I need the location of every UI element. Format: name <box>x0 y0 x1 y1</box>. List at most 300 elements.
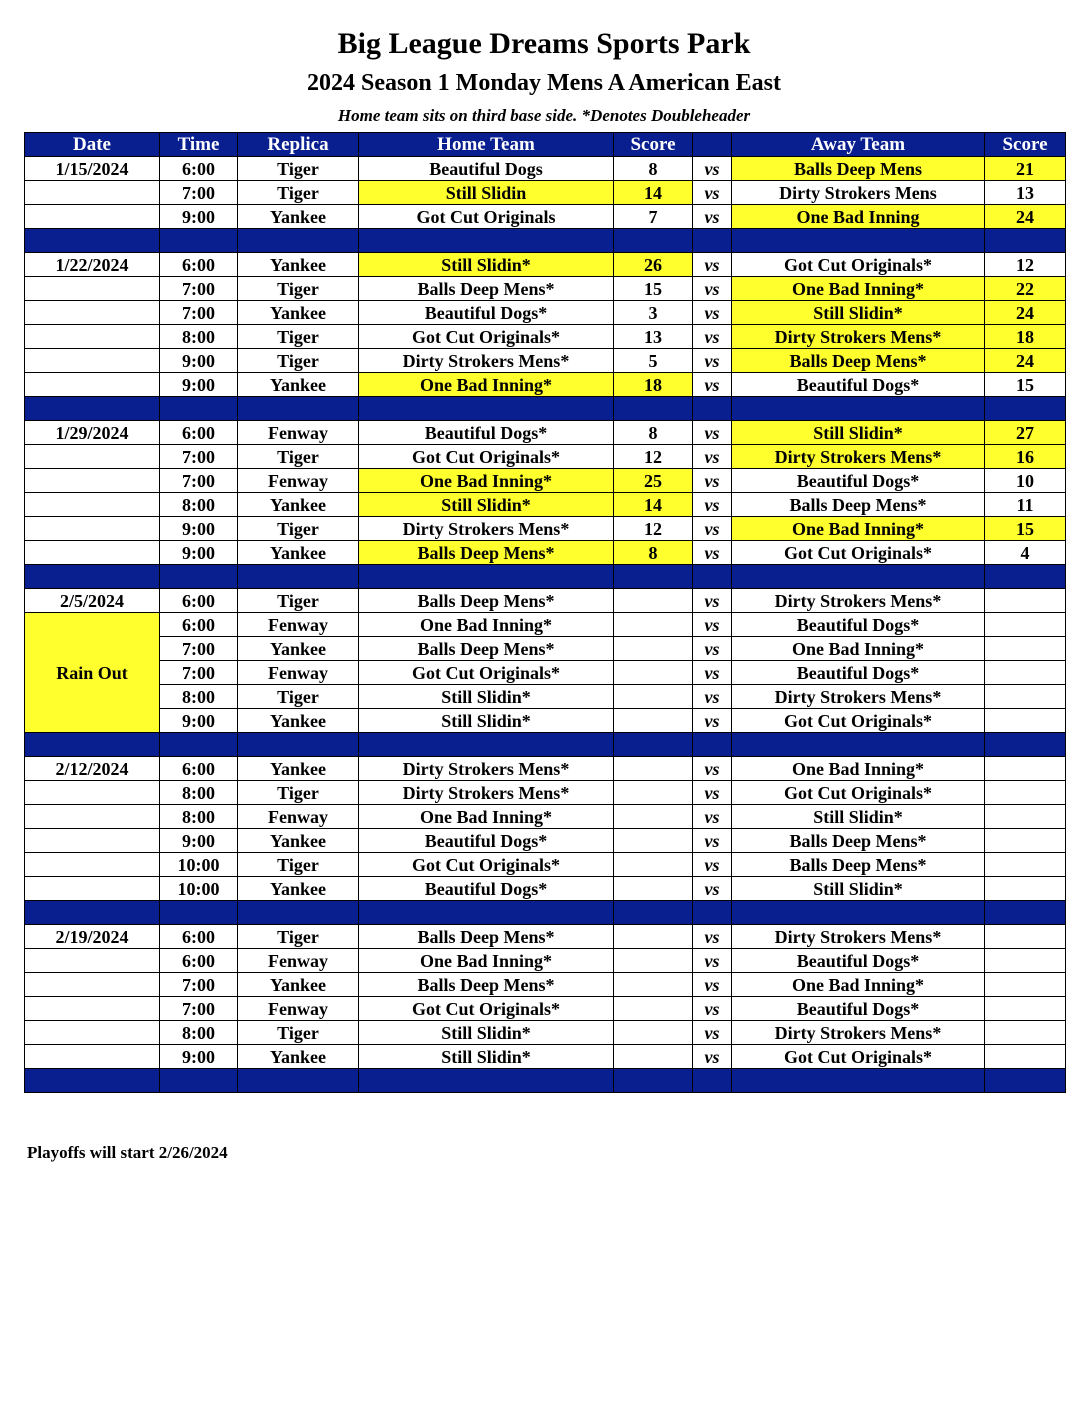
game-date: 1/22/2024 <box>25 253 160 277</box>
header-row <box>25 133 1066 157</box>
playoffs-note: Playoffs will start 2/26/2024 <box>27 1143 228 1162</box>
empty-date-cell <box>25 325 160 349</box>
away-score <box>985 949 1066 973</box>
game-row <box>25 661 1066 685</box>
replica-field: Fenway <box>238 421 359 445</box>
game-row <box>25 1045 1066 1069</box>
game-row <box>25 301 1066 325</box>
home-team: Dirty Strokers Mens* <box>359 781 614 805</box>
empty-date-cell <box>25 301 160 325</box>
game-row <box>25 1021 1066 1045</box>
away-team: Balls Deep Mens <box>732 157 985 181</box>
replica-field: Fenway <box>238 613 359 637</box>
away-team: Beautiful Dogs* <box>732 997 985 1021</box>
empty-date-cell <box>25 949 160 973</box>
empty-date-cell <box>25 877 160 901</box>
week-separator <box>25 565 1066 589</box>
away-team: Got Cut Originals* <box>732 253 985 277</box>
page-title: Big League Dreams Sports Park <box>337 27 751 60</box>
game-row <box>25 253 1066 277</box>
game-row <box>25 493 1066 517</box>
game-row <box>25 541 1066 565</box>
separator-cell <box>985 397 1066 421</box>
replica-field: Yankee <box>238 757 359 781</box>
replica-field: Fenway <box>238 949 359 973</box>
separator-cell <box>160 1069 238 1093</box>
game-time: 7:00 <box>160 661 238 685</box>
home-score <box>614 781 693 805</box>
away-team: Got Cut Originals* <box>732 781 985 805</box>
replica-field: Tiger <box>238 325 359 349</box>
week-separator <box>25 397 1066 421</box>
game-row <box>25 877 1066 901</box>
empty-date-cell <box>25 829 160 853</box>
game-row <box>25 805 1066 829</box>
away-team: Beautiful Dogs* <box>732 469 985 493</box>
home-team: Still Slidin* <box>359 1021 614 1045</box>
home-score <box>614 853 693 877</box>
home-team: Beautiful Dogs* <box>359 877 614 901</box>
home-score <box>614 805 693 829</box>
vs-label: vs <box>693 589 732 613</box>
separator-cell <box>25 397 160 421</box>
home-team: Beautiful Dogs* <box>359 421 614 445</box>
away-team: One Bad Inning <box>732 205 985 229</box>
away-team: Got Cut Originals* <box>732 541 985 565</box>
vs-label: vs <box>693 949 732 973</box>
vs-label: vs <box>693 661 732 685</box>
game-row <box>25 589 1066 613</box>
home-team: One Bad Inning* <box>359 805 614 829</box>
away-score: 12 <box>985 253 1066 277</box>
separator-cell <box>985 229 1066 253</box>
game-time: 6:00 <box>160 949 238 973</box>
away-score <box>985 637 1066 661</box>
game-date: 2/19/2024 <box>25 925 160 949</box>
home-score: 12 <box>614 445 693 469</box>
game-row <box>25 973 1066 997</box>
home-score <box>614 685 693 709</box>
separator-cell <box>732 1069 985 1093</box>
away-team: Beautiful Dogs* <box>732 661 985 685</box>
vs-label: vs <box>693 517 732 541</box>
vs-label: vs <box>693 301 732 325</box>
away-score: 10 <box>985 469 1066 493</box>
away-score <box>985 685 1066 709</box>
empty-date-cell <box>25 805 160 829</box>
schedule-note: Home team sits on third base side. *Denotes Doubleheader <box>337 106 751 125</box>
separator-cell <box>614 901 693 925</box>
col-date: Date <box>25 133 160 157</box>
away-score <box>985 757 1066 781</box>
separator-cell <box>693 733 732 757</box>
separator-cell <box>160 733 238 757</box>
away-score: 15 <box>985 373 1066 397</box>
game-time: 8:00 <box>160 781 238 805</box>
away-team: Still Slidin* <box>732 877 985 901</box>
replica-field: Tiger <box>238 517 359 541</box>
away-score <box>985 613 1066 637</box>
home-team: Balls Deep Mens* <box>359 925 614 949</box>
separator-cell <box>238 229 359 253</box>
empty-date-cell <box>25 997 160 1021</box>
vs-label: vs <box>693 181 732 205</box>
away-score <box>985 805 1066 829</box>
replica-field: Yankee <box>238 493 359 517</box>
col-replica: Replica <box>238 133 359 157</box>
game-time: 7:00 <box>160 469 238 493</box>
home-score <box>614 973 693 997</box>
separator-cell <box>985 901 1066 925</box>
vs-label: vs <box>693 709 732 733</box>
game-row <box>25 997 1066 1021</box>
separator-cell <box>985 1069 1066 1093</box>
separator-cell <box>359 901 614 925</box>
home-team: Still Slidin* <box>359 493 614 517</box>
home-score <box>614 637 693 661</box>
home-score: 12 <box>614 517 693 541</box>
game-date: 1/15/2024 <box>25 157 160 181</box>
replica-field: Fenway <box>238 469 359 493</box>
replica-field: Yankee <box>238 1045 359 1069</box>
away-team: Dirty Strokers Mens* <box>732 1021 985 1045</box>
away-score <box>985 1021 1066 1045</box>
away-score: 4 <box>985 541 1066 565</box>
col-away-team: Away Team <box>732 133 985 157</box>
game-time: 7:00 <box>160 301 238 325</box>
week-separator <box>25 229 1066 253</box>
replica-field: Tiger <box>238 277 359 301</box>
away-team: One Bad Inning* <box>732 637 985 661</box>
separator-cell <box>614 397 693 421</box>
empty-date-cell <box>25 1021 160 1045</box>
home-score <box>614 613 693 637</box>
home-team: Dirty Strokers Mens* <box>359 757 614 781</box>
away-score: 13 <box>985 181 1066 205</box>
away-team: Beautiful Dogs* <box>732 373 985 397</box>
away-team: Dirty Strokers Mens* <box>732 685 985 709</box>
home-score <box>614 661 693 685</box>
vs-label: vs <box>693 925 732 949</box>
game-row <box>25 925 1066 949</box>
week-separator <box>25 901 1066 925</box>
game-row <box>25 349 1066 373</box>
replica-field: Tiger <box>238 181 359 205</box>
separator-cell <box>359 733 614 757</box>
away-team: Balls Deep Mens* <box>732 349 985 373</box>
game-date: 1/29/2024 <box>25 421 160 445</box>
game-row <box>25 277 1066 301</box>
game-row <box>25 469 1066 493</box>
game-time: 8:00 <box>160 325 238 349</box>
home-team: Beautiful Dogs* <box>359 829 614 853</box>
page-subtitle: 2024 Season 1 Monday Mens A American East <box>306 70 782 96</box>
empty-date-cell <box>25 1045 160 1069</box>
empty-date-cell <box>25 469 160 493</box>
game-time: 6:00 <box>160 925 238 949</box>
away-team: One Bad Inning* <box>732 277 985 301</box>
vs-label: vs <box>693 253 732 277</box>
separator-cell <box>238 901 359 925</box>
game-time: 8:00 <box>160 685 238 709</box>
home-team: One Bad Inning* <box>359 469 614 493</box>
separator-cell <box>693 901 732 925</box>
home-score: 25 <box>614 469 693 493</box>
separator-cell <box>693 229 732 253</box>
replica-field: Yankee <box>238 973 359 997</box>
home-score: 8 <box>614 541 693 565</box>
schedule-body <box>25 157 1066 1093</box>
game-time: 8:00 <box>160 493 238 517</box>
replica-field: Tiger <box>238 925 359 949</box>
separator-cell <box>25 565 160 589</box>
home-score <box>614 709 693 733</box>
week-separator <box>25 1069 1066 1093</box>
game-row <box>25 205 1066 229</box>
home-team: Got Cut Originals* <box>359 325 614 349</box>
empty-date-cell <box>25 853 160 877</box>
replica-field: Yankee <box>238 637 359 661</box>
away-score: 22 <box>985 277 1066 301</box>
home-team: Still Slidin <box>359 181 614 205</box>
empty-date-cell <box>25 517 160 541</box>
home-score <box>614 997 693 1021</box>
home-team: Still Slidin* <box>359 685 614 709</box>
separator-cell <box>25 733 160 757</box>
game-time: 7:00 <box>160 973 238 997</box>
separator-cell <box>160 397 238 421</box>
separator-cell <box>359 1069 614 1093</box>
empty-date-cell <box>25 373 160 397</box>
game-row <box>25 709 1066 733</box>
separator-cell <box>359 397 614 421</box>
separator-cell <box>238 397 359 421</box>
week-separator <box>25 733 1066 757</box>
game-time: 7:00 <box>160 445 238 469</box>
away-score: 24 <box>985 205 1066 229</box>
home-score <box>614 949 693 973</box>
vs-label: vs <box>693 781 732 805</box>
away-score <box>985 853 1066 877</box>
replica-field: Yankee <box>238 301 359 325</box>
separator-cell <box>732 565 985 589</box>
separator-cell <box>160 565 238 589</box>
col-home-team: Home Team <box>359 133 614 157</box>
away-team: Beautiful Dogs* <box>732 613 985 637</box>
home-team: Balls Deep Mens* <box>359 637 614 661</box>
game-time: 6:00 <box>160 757 238 781</box>
game-time: 9:00 <box>160 829 238 853</box>
home-team: Balls Deep Mens* <box>359 541 614 565</box>
away-team: Beautiful Dogs* <box>732 949 985 973</box>
home-team: Got Cut Originals* <box>359 445 614 469</box>
game-date: 2/12/2024 <box>25 757 160 781</box>
separator-cell <box>732 733 985 757</box>
away-team: Balls Deep Mens* <box>732 829 985 853</box>
vs-label: vs <box>693 853 732 877</box>
away-team: Got Cut Originals* <box>732 709 985 733</box>
away-team: Dirty Strokers Mens <box>732 181 985 205</box>
away-team: One Bad Inning* <box>732 757 985 781</box>
home-score: 8 <box>614 157 693 181</box>
away-score <box>985 1045 1066 1069</box>
home-team: One Bad Inning* <box>359 613 614 637</box>
game-time: 7:00 <box>160 997 238 1021</box>
home-score: 5 <box>614 349 693 373</box>
vs-label: vs <box>693 349 732 373</box>
vs-label: vs <box>693 373 732 397</box>
away-score: 24 <box>985 301 1066 325</box>
separator-cell <box>238 565 359 589</box>
separator-cell <box>238 1069 359 1093</box>
away-team: Dirty Strokers Mens* <box>732 925 985 949</box>
replica-field: Fenway <box>238 661 359 685</box>
away-team: Still Slidin* <box>732 301 985 325</box>
separator-cell <box>693 1069 732 1093</box>
vs-label: vs <box>693 1045 732 1069</box>
home-team: Still Slidin* <box>359 709 614 733</box>
separator-cell <box>732 901 985 925</box>
away-team: Dirty Strokers Mens* <box>732 445 985 469</box>
empty-date-cell <box>25 973 160 997</box>
home-score: 3 <box>614 301 693 325</box>
home-score <box>614 589 693 613</box>
separator-cell <box>693 397 732 421</box>
vs-label: vs <box>693 157 732 181</box>
separator-cell <box>25 229 160 253</box>
separator-cell <box>614 565 693 589</box>
game-row <box>25 445 1066 469</box>
vs-label: vs <box>693 493 732 517</box>
home-score <box>614 925 693 949</box>
vs-label: vs <box>693 805 732 829</box>
vs-label: vs <box>693 997 732 1021</box>
vs-label: vs <box>693 1021 732 1045</box>
game-row <box>25 517 1066 541</box>
away-score <box>985 661 1066 685</box>
separator-cell <box>693 565 732 589</box>
home-score <box>614 877 693 901</box>
away-team: Balls Deep Mens* <box>732 493 985 517</box>
away-team: Still Slidin* <box>732 421 985 445</box>
home-score: 26 <box>614 253 693 277</box>
away-score: 11 <box>985 493 1066 517</box>
replica-field: Tiger <box>238 445 359 469</box>
game-row <box>25 757 1066 781</box>
away-team: Balls Deep Mens* <box>732 853 985 877</box>
home-team: Got Cut Originals* <box>359 661 614 685</box>
replica-field: Tiger <box>238 589 359 613</box>
replica-field: Yankee <box>238 253 359 277</box>
game-row <box>25 325 1066 349</box>
away-team: One Bad Inning* <box>732 973 985 997</box>
game-time: 10:00 <box>160 877 238 901</box>
game-time: 9:00 <box>160 1045 238 1069</box>
separator-cell <box>985 733 1066 757</box>
game-time: 6:00 <box>160 157 238 181</box>
away-score <box>985 829 1066 853</box>
replica-field: Tiger <box>238 349 359 373</box>
home-score <box>614 1021 693 1045</box>
replica-field: Yankee <box>238 541 359 565</box>
replica-field: Yankee <box>238 205 359 229</box>
home-score: 18 <box>614 373 693 397</box>
game-time: 10:00 <box>160 853 238 877</box>
home-team: Beautiful Dogs* <box>359 301 614 325</box>
away-score <box>985 781 1066 805</box>
empty-date-cell <box>25 493 160 517</box>
away-score: 18 <box>985 325 1066 349</box>
col-home-score: Score <box>614 133 693 157</box>
home-team: Balls Deep Mens* <box>359 589 614 613</box>
separator-cell <box>614 1069 693 1093</box>
vs-label: vs <box>693 973 732 997</box>
home-team: Still Slidin* <box>359 1045 614 1069</box>
away-score <box>985 589 1066 613</box>
separator-cell <box>614 229 693 253</box>
game-row <box>25 853 1066 877</box>
vs-label: vs <box>693 613 732 637</box>
game-time: 9:00 <box>160 709 238 733</box>
vs-label: vs <box>693 277 732 301</box>
game-time: 6:00 <box>160 421 238 445</box>
vs-label: vs <box>693 637 732 661</box>
home-team: One Bad Inning* <box>359 949 614 973</box>
separator-cell <box>160 229 238 253</box>
away-score: 15 <box>985 517 1066 541</box>
vs-label: vs <box>693 445 732 469</box>
vs-label: vs <box>693 757 732 781</box>
home-score: 15 <box>614 277 693 301</box>
replica-field: Yankee <box>238 877 359 901</box>
col-away-score: Score <box>985 133 1066 157</box>
away-team: One Bad Inning* <box>732 517 985 541</box>
empty-date-cell <box>25 205 160 229</box>
vs-label: vs <box>693 541 732 565</box>
rain-out-label: Rain Out <box>25 613 160 733</box>
home-team: Beautiful Dogs <box>359 157 614 181</box>
empty-date-cell <box>25 349 160 373</box>
home-team: Balls Deep Mens* <box>359 973 614 997</box>
separator-cell <box>614 733 693 757</box>
game-time: 8:00 <box>160 1021 238 1045</box>
away-score <box>985 973 1066 997</box>
col-time: Time <box>160 133 238 157</box>
game-row <box>25 949 1066 973</box>
empty-date-cell <box>25 541 160 565</box>
vs-label: vs <box>693 829 732 853</box>
away-score <box>985 997 1066 1021</box>
home-score: 14 <box>614 493 693 517</box>
replica-field: Tiger <box>238 781 359 805</box>
vs-label: vs <box>693 421 732 445</box>
separator-cell <box>985 565 1066 589</box>
replica-field: Tiger <box>238 157 359 181</box>
replica-field: Yankee <box>238 373 359 397</box>
separator-cell <box>238 733 359 757</box>
separator-cell <box>25 1069 160 1093</box>
home-team: Got Cut Originals* <box>359 997 614 1021</box>
away-score <box>985 709 1066 733</box>
game-time: 6:00 <box>160 253 238 277</box>
home-team: One Bad Inning* <box>359 373 614 397</box>
separator-cell <box>160 901 238 925</box>
home-team: Dirty Strokers Mens* <box>359 349 614 373</box>
home-score <box>614 829 693 853</box>
replica-field: Fenway <box>238 997 359 1021</box>
home-team: Got Cut Originals* <box>359 853 614 877</box>
game-time: 9:00 <box>160 517 238 541</box>
